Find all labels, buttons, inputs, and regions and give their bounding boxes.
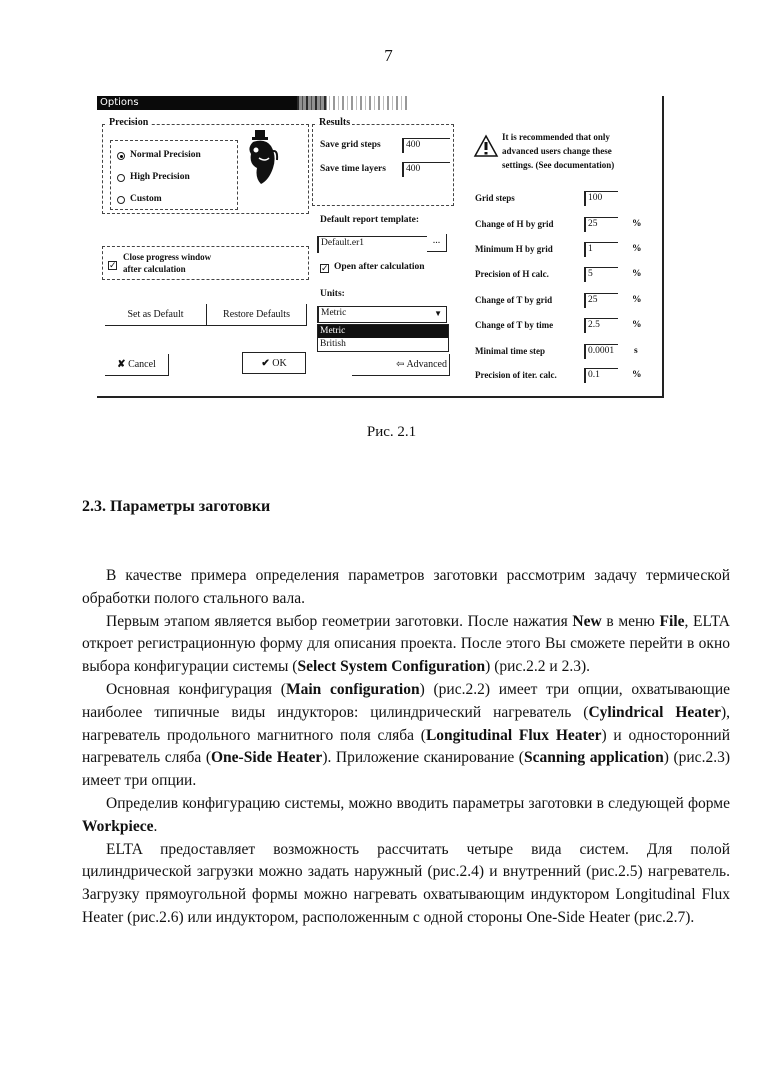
change-h-by-grid-unit: % bbox=[632, 219, 642, 229]
open-after-calc-label: Open after calculation bbox=[334, 262, 425, 272]
units-label: Units: bbox=[320, 289, 345, 299]
advanced-button[interactable] bbox=[352, 354, 450, 376]
cancel-label: Cancel bbox=[128, 359, 156, 370]
paragraph-5: ELTA предоставляет возможность рассчитать четыре вида систем. Для полой цилиндрической загрузки можно задать наружный (рис.2.4) и внутренний (рис.2.5) нагреватель. Загрузку прямоугольной формы можно нагревать охватывающим индуктором Longitudinal Flux Heater (рис.2.6) или индуктором, расположенным с одной стороны One-Side Heater (рис.2.7). bbox=[82, 840, 730, 926]
body-text bbox=[82, 565, 730, 930]
report-template-label: Default report template: bbox=[320, 215, 420, 225]
paragraph-3: Основная конфигурация (Main configuration) (рис.2.2) имеет три опции, охватывающие наиболее типичные виды индукторов: цилиндрический нагреватель (Cylindrical Heater), нагреватель продольного магнитного поля сляба (Longitudinal Flux Heater) и односторонний нагреватель сляба (One-Side Heater). Приложение сканирование (Scanning application) (рис.2.3) имеет три опции. bbox=[82, 680, 730, 790]
units-select-value: Metric bbox=[321, 308, 347, 318]
units-select[interactable] bbox=[317, 306, 447, 323]
precision-iter-calc-label: Precision of iter. calc. bbox=[475, 370, 557, 380]
report-template-input[interactable]: Default.er1 bbox=[317, 236, 427, 253]
cancel-icon: ✘ bbox=[117, 359, 126, 370]
warning-icon bbox=[473, 134, 499, 158]
warning-text-3: settings. (See documentation) bbox=[502, 160, 615, 170]
ok-icon: ✔ bbox=[261, 358, 270, 369]
change-t-by-grid-input[interactable]: 25 bbox=[584, 293, 618, 308]
units-option-metric[interactable]: Metric bbox=[318, 325, 448, 338]
precision-group-label: Precision bbox=[109, 117, 149, 128]
ok-button[interactable] bbox=[242, 352, 306, 374]
close-progress-label-2: after calculation bbox=[123, 264, 186, 274]
set-as-default-button[interactable]: Set as Default bbox=[105, 304, 207, 326]
precision-h-calc-label: Precision of H calc. bbox=[475, 269, 549, 279]
minimal-time-step-input[interactable]: 0.0001 bbox=[584, 344, 618, 359]
units-dropdown-list bbox=[317, 324, 449, 352]
save-grid-steps-label: Save grid steps bbox=[320, 140, 381, 150]
figure-caption: Рис. 2.1 bbox=[366, 424, 417, 440]
minimal-time-step-unit: s bbox=[634, 346, 638, 356]
save-grid-steps-input[interactable]: 400 bbox=[402, 138, 450, 153]
precision-h-calc-unit: % bbox=[632, 269, 642, 279]
options-dialog-figure bbox=[97, 96, 664, 398]
arrow-left-icon: ⇦ bbox=[396, 359, 405, 370]
grid-steps-input[interactable]: 100 bbox=[584, 191, 618, 206]
close-progress-checkbox[interactable]: ✓ bbox=[109, 260, 117, 270]
paragraph-4: Определив конфигурацию системы, можно вводить параметры заготовки в следующей форме Workpiece. bbox=[82, 794, 730, 835]
scan-artifact bbox=[297, 96, 407, 110]
change-h-by-grid-label: Change of H by grid bbox=[475, 219, 554, 229]
change-t-by-time-unit: % bbox=[632, 320, 642, 330]
cancel-button[interactable] bbox=[105, 354, 169, 376]
minimal-time-step-label: Minimal time step bbox=[475, 346, 545, 356]
results-group-label: Results bbox=[319, 117, 351, 128]
ok-label: OK bbox=[272, 358, 287, 369]
change-h-by-grid-input[interactable]: 25 bbox=[584, 217, 618, 232]
paragraph-2: Первым этапом является выбор геометрии заготовки. После нажатия New в меню File, ELTA откроет регистрационную форму для описания проекта. После этого Вы сможете перейти в окно выбора конфигурации системы (Select System Configuration) (рис.2.2 и 2.3). bbox=[82, 612, 730, 676]
minimum-h-by-grid-unit: % bbox=[632, 244, 642, 254]
change-t-by-grid-unit: % bbox=[632, 295, 642, 305]
normal-precision-radio[interactable] bbox=[117, 152, 125, 160]
precision-iter-calc-unit: % bbox=[632, 370, 642, 380]
custom-precision-radio[interactable] bbox=[117, 196, 125, 204]
warning-text-1: It is recommended that only bbox=[502, 132, 610, 142]
close-progress-label-1: Close progress window bbox=[123, 252, 212, 262]
warning-text-2: advanced users change these bbox=[502, 146, 612, 156]
minimum-h-by-grid-label: Minimum H by grid bbox=[475, 244, 553, 254]
chevron-down-icon: ▼ bbox=[434, 309, 442, 318]
change-t-by-time-input[interactable]: 2.5 bbox=[584, 318, 618, 333]
normal-precision-label: Normal Precision bbox=[130, 150, 201, 160]
minimum-h-by-grid-input[interactable]: 1 bbox=[584, 242, 618, 257]
precision-h-calc-input[interactable]: 5 bbox=[584, 267, 618, 282]
high-precision-radio[interactable] bbox=[117, 174, 125, 182]
paragraph-1: В качестве примера определения параметров заготовки рассмотрим задачу термической обработки полого стального вала. bbox=[82, 567, 730, 607]
precision-iter-calc-input[interactable]: 0.1 bbox=[584, 368, 618, 383]
save-time-layers-input[interactable]: 400 bbox=[402, 162, 450, 177]
advanced-label: Advanced bbox=[406, 359, 447, 370]
open-after-calc-checkbox[interactable]: ✓ bbox=[321, 263, 329, 273]
mascot-icon bbox=[245, 128, 279, 188]
change-t-by-grid-label: Change of T by grid bbox=[475, 295, 553, 305]
browse-template-button[interactable]: ... bbox=[427, 234, 447, 252]
grid-steps-label: Grid steps bbox=[475, 193, 515, 203]
restore-defaults-button[interactable]: Restore Defaults bbox=[207, 304, 307, 326]
change-t-by-time-label: Change of T by time bbox=[475, 320, 554, 330]
page-number: 7 bbox=[384, 46, 393, 65]
dialog-titlebar: Options bbox=[97, 96, 327, 110]
high-precision-label: High Precision bbox=[130, 172, 190, 182]
units-option-british[interactable]: British bbox=[320, 339, 346, 349]
custom-precision-label: Custom bbox=[130, 194, 162, 204]
save-time-layers-label: Save time layers bbox=[320, 164, 386, 174]
section-heading: 2.3. Параметры заготовки bbox=[82, 498, 271, 515]
